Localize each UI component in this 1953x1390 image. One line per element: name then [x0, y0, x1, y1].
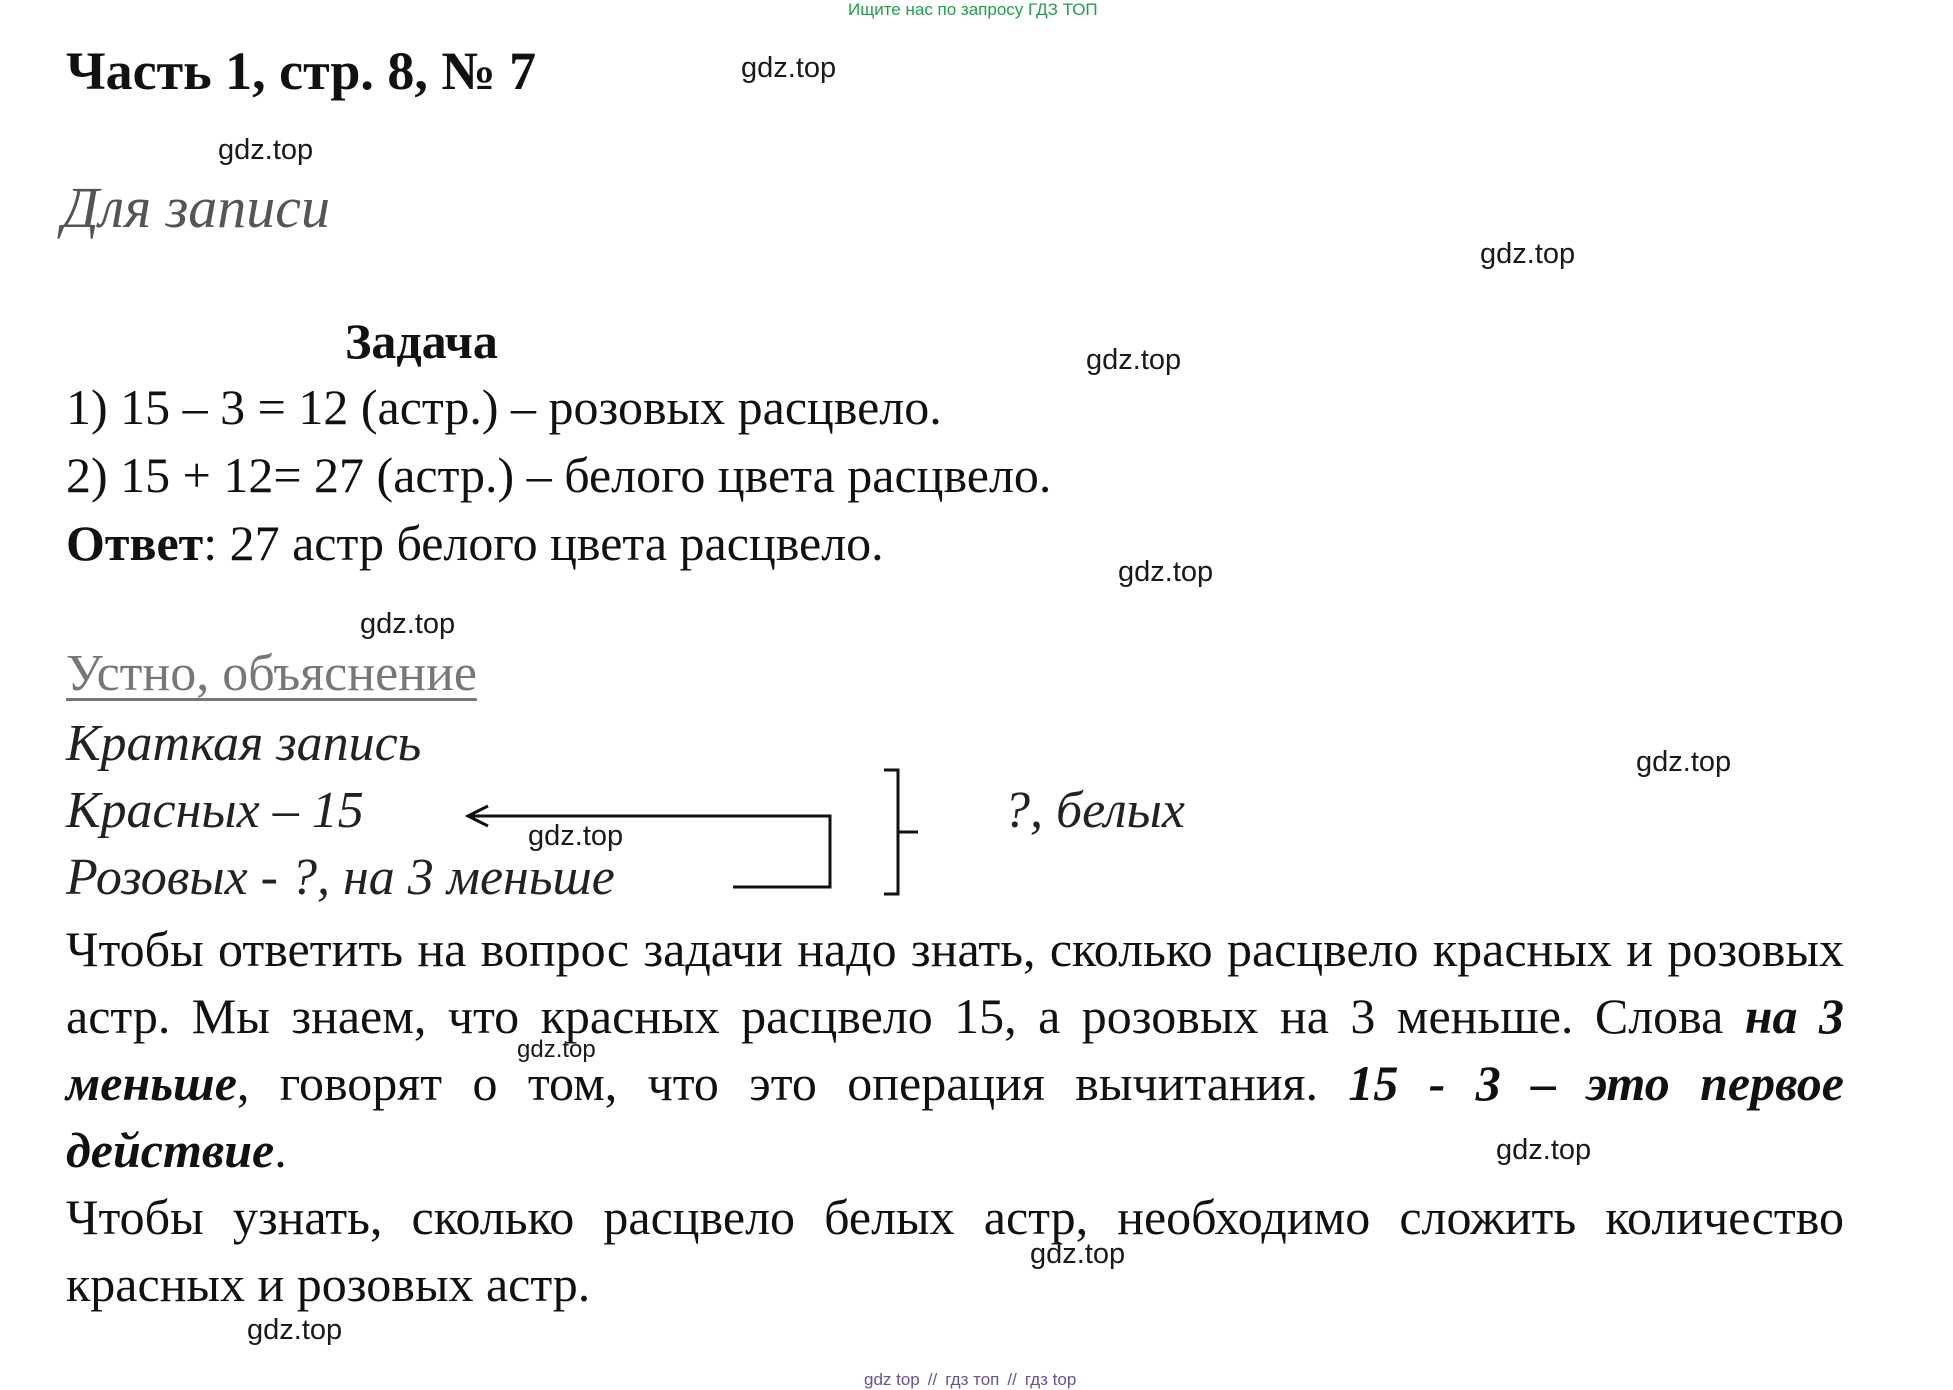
watermark: gdz.top	[741, 52, 837, 84]
short-record-red: Красных – 15	[66, 782, 364, 839]
bottom-banner	[864, 1370, 1076, 1390]
answer-text: : 27 астр белого цвета расцвело.	[203, 515, 884, 571]
bottom-banner-item: гдз top	[1024, 1370, 1077, 1389]
explanation-emphasis-1: на 3 меньше	[66, 988, 1845, 1111]
top-banner: Ищите нас по запросу ГДЗ ТОП	[848, 0, 1098, 19]
bottom-banner-item: gdz top	[864, 1370, 920, 1389]
bottom-banner-item: гдз топ	[945, 1370, 1000, 1389]
explanation-emphasis-2: 15 - 3 – это первое действие	[66, 1055, 1844, 1178]
curly-brace	[884, 770, 918, 894]
watermark: gdz.top	[360, 608, 456, 640]
explanation-paragraph-2: Чтобы узнать, сколько расцвело белых астр, необходимо сложить количество красных и розовых астр.	[66, 1189, 1844, 1312]
short-record-question: ?, белых	[1004, 782, 1185, 839]
solution-step-2: 2) 15 + 12= 27 (астр.) – белого цвета расцвело.	[66, 447, 1052, 503]
bottom-banner-separator: //	[1007, 1370, 1017, 1389]
watermark: gdz.top	[1086, 344, 1182, 376]
watermark: gdz.top	[528, 820, 624, 852]
short-record-heading: Краткая запись	[66, 715, 422, 772]
task-heading: Задача	[345, 313, 498, 369]
watermark: gdz.top	[1030, 1238, 1126, 1270]
section-oral-heading: Устно, объяснение	[66, 645, 477, 702]
watermark: gdz.top	[517, 1036, 596, 1063]
section-record-heading: Для записи	[62, 175, 331, 240]
answer-label: Ответ	[66, 515, 204, 571]
watermark: gdz.top	[247, 1314, 343, 1346]
watermark: gdz.top	[1480, 238, 1576, 270]
explanation-text-3: .	[274, 1122, 287, 1178]
watermark: gdz.top	[1496, 1134, 1592, 1166]
short-record-pink: Розовых - ?, на 3 меньше	[66, 849, 615, 906]
comparison-arrow-line	[470, 816, 830, 887]
explanation-text-2: , говорят о том, что это операция вычитания.	[236, 1055, 1349, 1111]
watermark: gdz.top	[218, 134, 314, 166]
page-title: Часть 1, стр. 8, № 7	[66, 41, 537, 101]
watermark: gdz.top	[1118, 556, 1214, 588]
explanation-text-1: Чтобы ответить на вопрос задачи надо знать, сколько расцвело красных и розовых астр. Мы знаем, что красных расцвело 15, а розовых на 3 меньше. Слова	[66, 921, 1844, 1044]
watermark: gdz.top	[1636, 746, 1732, 778]
solution-step-1: 1) 15 – 3 = 12 (астр.) – розовых расцвело.	[66, 379, 942, 435]
bottom-banner-separator: //	[927, 1370, 938, 1389]
